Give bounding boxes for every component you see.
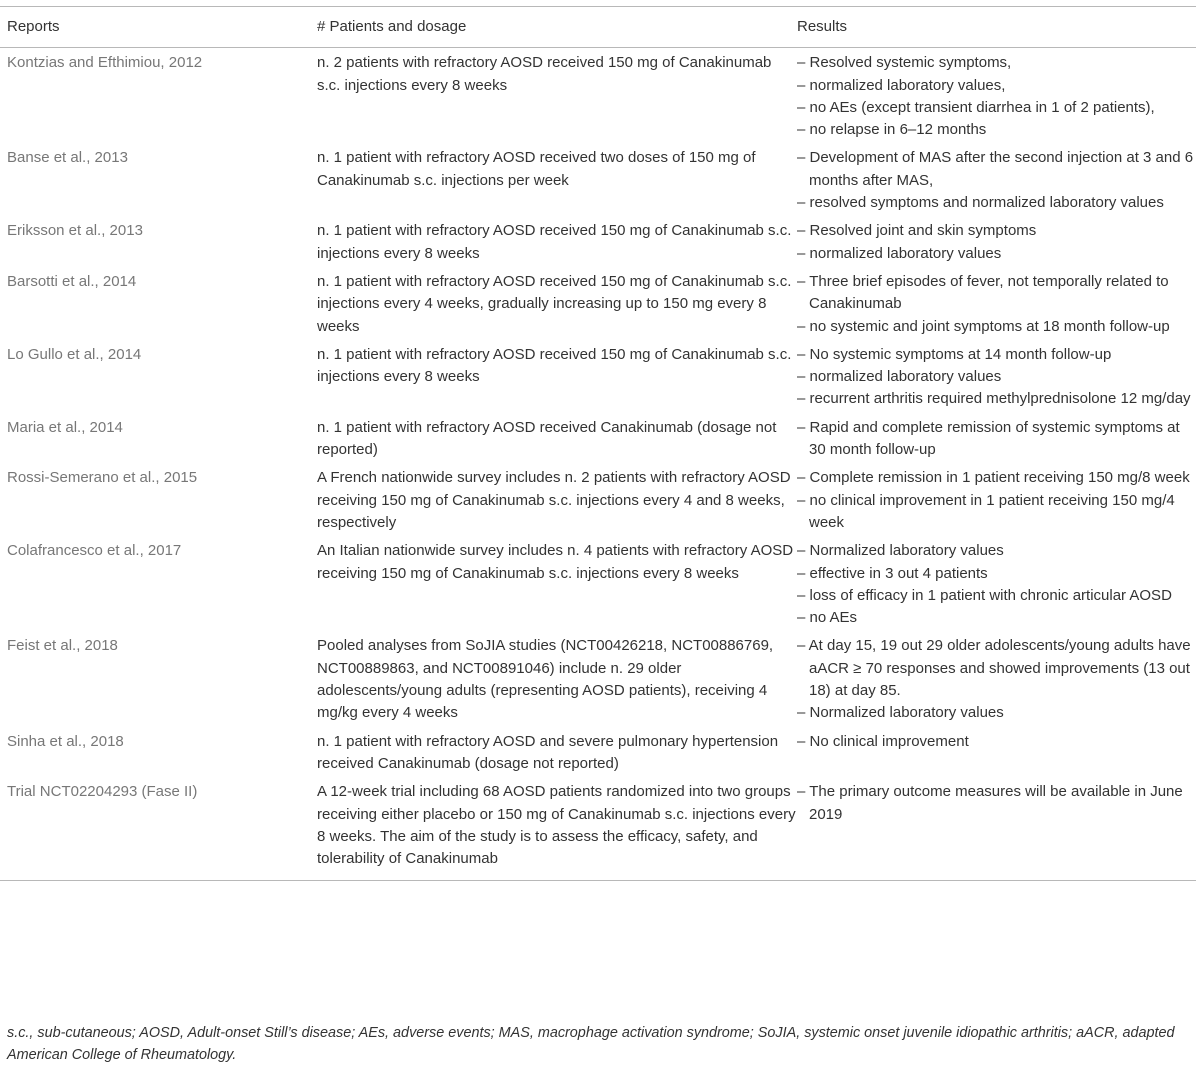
header-results: Results	[797, 7, 1196, 48]
results-cell	[797, 777, 1196, 881]
table-row	[0, 631, 1196, 726]
result-line: – Complete remission in 1 patient receiving 150 mg/8 week	[797, 469, 1190, 487]
result-line: – Resolved joint and skin symptoms	[797, 222, 1037, 240]
table-row	[0, 463, 1196, 536]
result-line: – Three brief episodes of fever, not temporally related to Canakinumab	[797, 272, 1169, 313]
patients-dosage-cell: An Italian nationwide survey includes n. 4 patients with refractory AOSD receiving 150 mg of Canakinumab s.c. injections every 8 weeks	[317, 542, 794, 582]
report-cell: Eriksson et al., 2013	[7, 222, 143, 240]
result-line: – no AEs (except transient diarrhea in 1 of 2 patients),	[797, 98, 1155, 116]
result-line: – The primary outcome measures will be available in June 2019	[797, 783, 1183, 823]
results-cell	[797, 143, 1196, 216]
result-line: – normalized laboratory values,	[797, 76, 1006, 94]
results-cell	[797, 631, 1196, 726]
patients-dosage-cell: n. 1 patient with refractory AOSD received two doses of 150 mg of Canakinumab s.c. injections per week	[317, 149, 756, 189]
results-cell	[797, 727, 1196, 778]
report-cell: Lo Gullo et al., 2014	[7, 345, 142, 363]
report-cell: Rossi-Semerano et al., 2015	[7, 469, 198, 487]
result-line: – loss of efficacy in 1 patient with chronic articular AOSD	[797, 586, 1172, 604]
table-header	[0, 7, 1196, 48]
patients-dosage-cell: n. 1 patient with refractory AOSD received 150 mg of Canakinumab s.c. injections every 8 weeks	[317, 222, 792, 262]
results-cell	[797, 216, 1196, 267]
results-cell	[797, 413, 1196, 464]
header-row	[0, 7, 1196, 48]
report-cell: Sinha et al., 2018	[7, 732, 124, 750]
result-line: – normalized laboratory values	[797, 368, 1002, 386]
table-row	[0, 413, 1196, 464]
result-line: – Rapid and complete remission of systemic symptoms at 30 month follow-up	[797, 418, 1180, 459]
result-line: – effective in 3 out 4 patients	[797, 564, 988, 582]
table-row	[0, 267, 1196, 340]
result-line: – normalized laboratory values	[797, 244, 1002, 262]
header-reports: Reports	[0, 7, 317, 48]
table-row	[0, 48, 1196, 144]
result-line: – resolved symptoms and normalized laboratory values	[797, 194, 1164, 212]
table-row	[0, 727, 1196, 778]
table-footnote: s.c., sub-cutaneous; AOSD, Adult-onset Still’s disease; AEs, adverse events; MAS, macrophage activation syndrome; SoJIA, systemic onset juvenile idiopathic arthritis; aACR, adapted American College of Rheumatology.	[7, 1025, 1175, 1063]
table-row	[0, 340, 1196, 413]
patients-dosage-cell: n. 1 patient with refractory AOSD received Canakinumab (dosage not reported)	[317, 418, 777, 459]
table-row	[0, 216, 1196, 267]
result-line: – no systemic and joint symptoms at 18 month follow-up	[797, 317, 1170, 335]
results-cell	[797, 340, 1196, 413]
canakinumab-aosd-table	[0, 6, 1196, 881]
patients-dosage-cell: A 12-week trial including 68 AOSD patients randomized into two groups receiving either placebo or 150 mg of Canakinumab s.c. injections every 8 weeks. The aim of the study is to assess the efficacy, safety, and tolerability of Canakinumab	[317, 777, 797, 881]
result-line: – no AEs	[797, 609, 858, 627]
result-line: – Normalized laboratory values	[797, 704, 1004, 722]
result-line: – No clinical improvement	[797, 732, 969, 750]
result-line: – no clinical improvement in 1 patient receiving 150 mg/4 week	[797, 491, 1175, 531]
report-cell: Maria et al., 2014	[7, 418, 123, 436]
result-line: – Normalized laboratory values	[797, 542, 1004, 560]
table-row	[0, 777, 1196, 881]
result-line: – no relapse in 6–12 months	[797, 121, 987, 139]
results-cell	[797, 267, 1196, 340]
report-cell: Barsotti et al., 2014	[7, 272, 137, 290]
patients-dosage-cell: n. 1 patient with refractory AOSD received 150 mg of Canakinumab s.c. injections every 8 weeks	[317, 345, 792, 386]
result-line: – Resolved systemic symptoms,	[797, 54, 1012, 72]
result-line: – recurrent arthritis required methylprednisolone 12 mg/day	[797, 390, 1191, 408]
report-cell: Kontzias and Efthimiou, 2012	[7, 54, 203, 72]
table-body	[0, 48, 1196, 881]
report-cell: Trial NCT02204293 (Fase II)	[0, 777, 317, 881]
report-cell: Feist et al., 2018	[7, 637, 118, 655]
report-cell: Banse et al., 2013	[7, 149, 128, 167]
patients-dosage-cell: n. 1 patient with refractory AOSD received 150 mg of Canakinumab s.c. injections every 4 weeks, gradually increasing up to 150 mg every 8 weeks	[317, 272, 792, 335]
result-line: – No systemic symptoms at 14 month follow-up	[797, 345, 1112, 363]
results-cell	[797, 463, 1196, 536]
result-line: – Development of MAS after the second injection at 3 and 6 months after MAS,	[797, 149, 1194, 189]
table-row	[0, 143, 1196, 216]
results-cell	[797, 536, 1196, 631]
patients-dosage-cell: n. 1 patient with refractory AOSD and severe pulmonary hypertension received Canakinumab (dosage not reported)	[317, 732, 779, 772]
patients-dosage-cell: A French nationwide survey includes n. 2 patients with refractory AOSD receiving 150 mg of Canakinumab s.c. injections every 4 and 8 weeks, respectively	[317, 469, 791, 531]
results-cell	[797, 48, 1196, 144]
report-cell: Colafrancesco et al., 2017	[7, 542, 182, 560]
header-patients-dosage: # Patients and dosage	[317, 7, 797, 48]
patients-dosage-cell: Pooled analyses from SoJIA studies (NCT00426218, NCT00886769, NCT00889863, and NCT00891046) include n. 29 older adolescents/young adults (representing AOSD patients), receiving 4 mg/kg every 4 weeks	[317, 637, 774, 722]
patients-dosage-cell: n. 2 patients with refractory AOSD received 150 mg of Canakinumab s.c. injections every 8 weeks	[317, 54, 772, 94]
result-line: – At day 15, 19 out 29 older adolescents/young adults have aACR ≥ 70 responses and showed improvements (13 out 18) at day 85.	[797, 637, 1191, 700]
table-row	[0, 536, 1196, 631]
